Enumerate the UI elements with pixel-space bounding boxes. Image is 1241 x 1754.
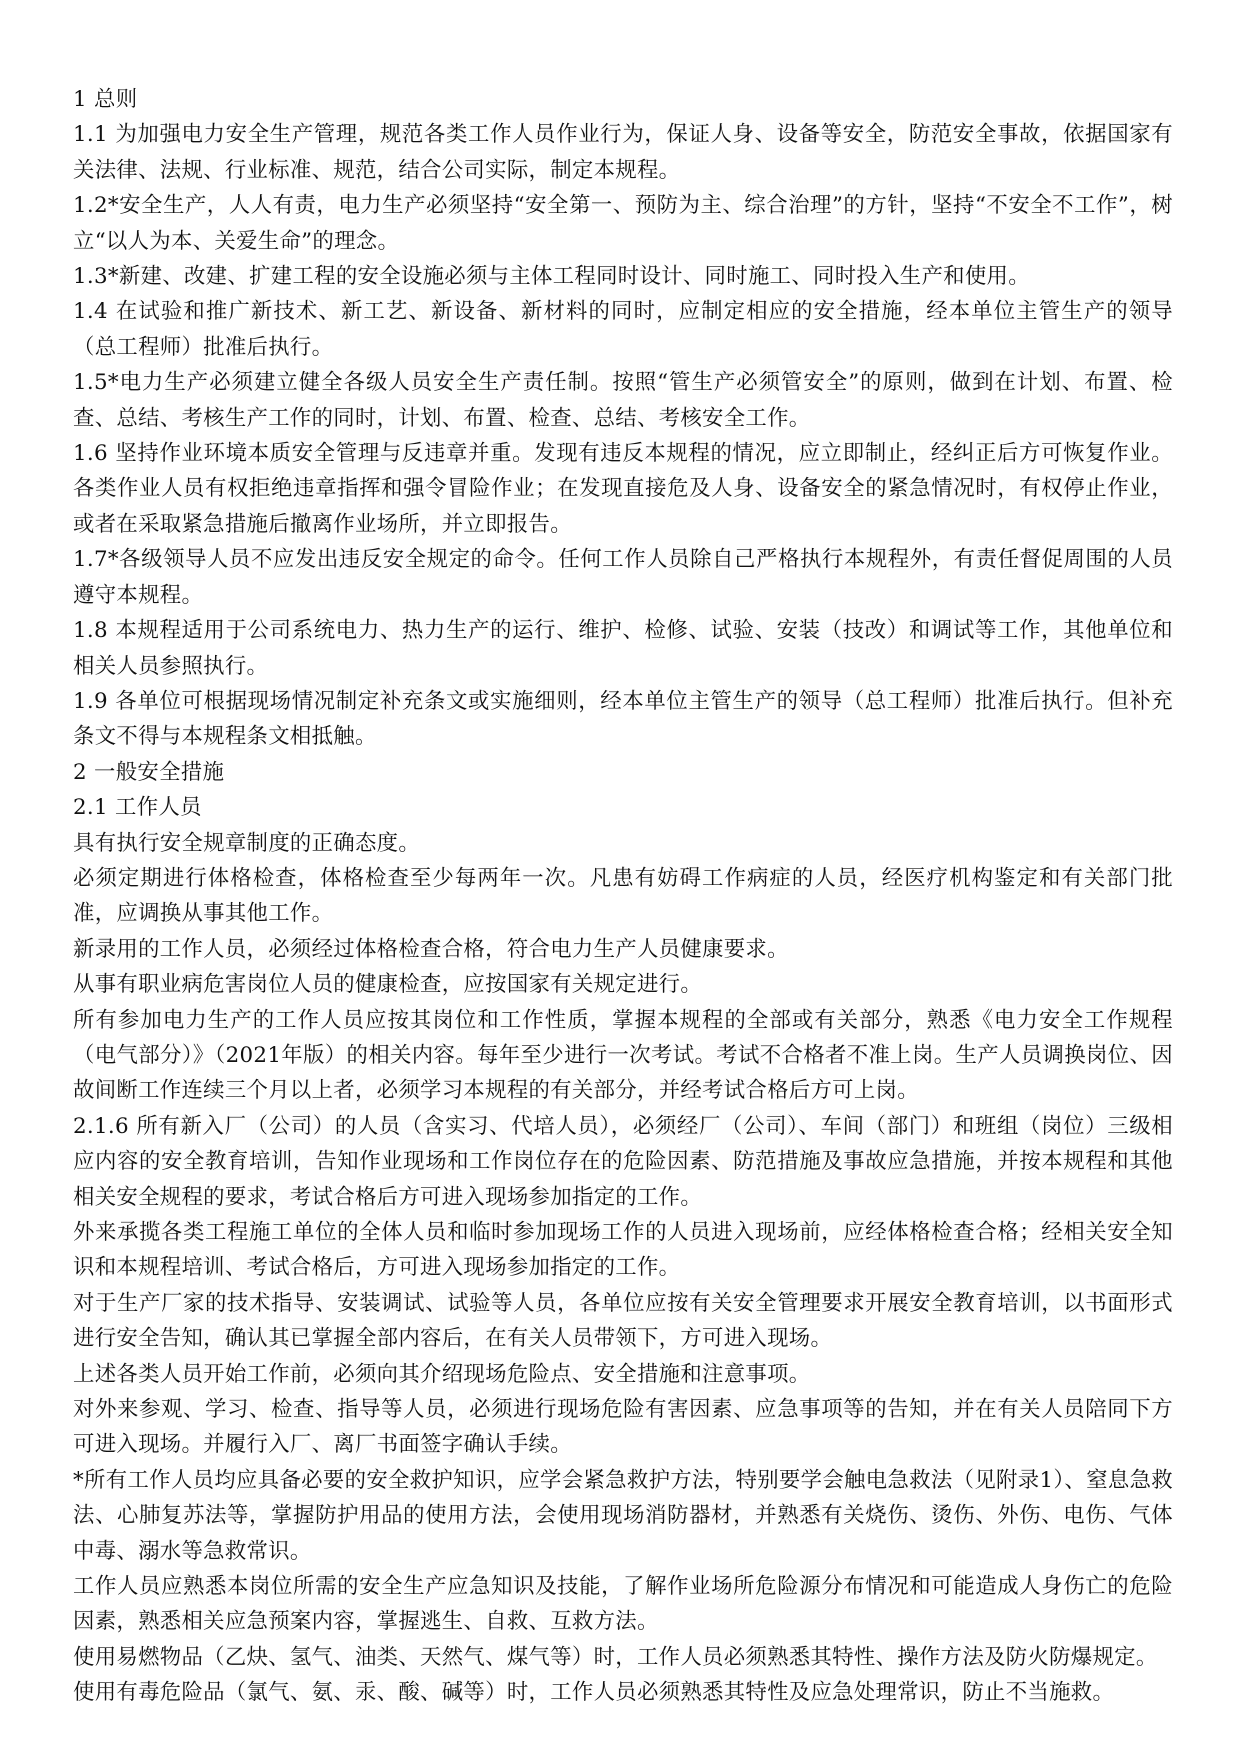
staff-item: 外来承揽各类工程施工单位的全体人员和临时参加现场工作的人员进入现场前，应经体格检查合格；经相关安全知识和本规程培训、考试合格后，方可进入现场参加指定的工作。 bbox=[73, 1220, 1173, 1281]
clause-1-6: 1.6 坚持作业环境本质安全管理与反违章并重。发现有违反本规程的情况，应立即制止，经纠正后方可恢复作业。各类作业人员有权拒绝违章指挥和强令冒险作业；在发现直接危及人身、设备安全的紧急情况时，有权停止作业，或者在采取紧急措施后撤离作业场所，并立即报告。 bbox=[73, 441, 1173, 537]
staff-item: 对外来参观、学习、检查、指导等人员，必须进行现场危险有害因素、应急事项等的告知，并在有关人员陪同下方可进入现场。并履行入厂、离厂书面签字确认手续。 bbox=[73, 1397, 1173, 1458]
staff-item: 新录用的工作人员，必须经过体格检查合格，符合电力生产人员健康要求。 bbox=[73, 936, 789, 962]
staff-item: *所有工作人员均应具备必要的安全救护知识，应学会紧急救护方法，特别要学会触电急救法（见附录1）、窒息急救法、心肺复苏法等，掌握防护用品的使用方法，会使用现场消防器材，并熟悉有关烧伤、烫伤、外伤、电伤、气体中毒、溺水等急救常识。 bbox=[73, 1467, 1173, 1564]
staff-item: 具有执行安全规章制度的正确态度。 bbox=[73, 830, 421, 856]
staff-item: 使用有毒危险品（氯气、氨、汞、酸、碱等）时，工作人员必须熟悉其特性及应急处理常识，防止不当施救。 bbox=[73, 1680, 1115, 1706]
clause-2-1-6: 2.1.6 所有新入厂（公司）的人员（含实习、代培人员），必须经厂（公司）、车间（部门）和班组（岗位）三级相应内容的安全教育培训，告知作业现场和工作岗位存在的危险因素、防范措施及事故应急措施，并按本规程和其他相关安全规程的要求，考试合格后方可进入现场参加指定的工作。 bbox=[73, 1113, 1173, 1210]
staff-item: 所有参加电力生产的工作人员应按其岗位和工作性质，掌握本规程的全部或有关部分，熟悉《电力安全工作规程（电气部分）》（2021年版）的相关内容。每年至少进行一次考试。考试不合格者不准上岗。生产人员调换岗位、因故间断工作连续三个月以上者，必须学习本规程的有关部分，并经考试合格后方可上岗。 bbox=[73, 1007, 1173, 1104]
section-heading-safety-measures: 2 一般安全措施 bbox=[73, 759, 225, 785]
clause-1-8: 1.8 本规程适用于公司系统电力、热力生产的运行、维护、检修、试验、安装（技改）和调试等工作，其他单位和相关人员参照执行。 bbox=[73, 618, 1173, 679]
clause-1-7: 1.7*各级领导人员不应发出违反安全规定的命令。任何工作人员除自己严格执行本规程外，有责任督促周围的人员遵守本规程。 bbox=[73, 547, 1173, 608]
staff-item: 使用易燃物品（乙炔、氢气、油类、天然气、煤气等）时，工作人员必须熟悉其特性、操作方法及防火防爆规定。 bbox=[73, 1644, 1158, 1670]
clause-1-1: 1.1 为加强电力安全生产管理，规范各类工作人员作业行为，保证人身、设备等安全，防范安全事故，依据国家有关法律、法规、行业标准、规范，结合公司实际，制定本规程。 bbox=[73, 122, 1173, 183]
clause-1-4: 1.4 在试验和推广新技术、新工艺、新设备、新材料的同时，应制定相应的安全措施，经本单位主管生产的领导（总工程师）批准后执行。 bbox=[73, 299, 1173, 360]
clause-1-2: 1.2*安全生产，人人有责，电力生产必须坚持“安全第一、预防为主、综合治理”的方针，坚持“不安全不工作”，树立“以人为本、关爱生命”的理念。 bbox=[73, 193, 1173, 254]
staff-item: 必须定期进行体格检查，体格检查至少每两年一次。凡患有妨碍工作病症的人员，经医疗机构鉴定和有关部门批准，应调换从事其他工作。 bbox=[73, 865, 1173, 927]
subsection-heading-staff: 2.1 工作人员 bbox=[73, 795, 202, 821]
document-body bbox=[73, 82, 1173, 1711]
clause-1-3: 1.3*新建、改建、扩建工程的安全设施必须与主体工程同时设计、同时施工、同时投入生产和使用。 bbox=[73, 264, 1030, 290]
section-heading-general: 1 总则 bbox=[73, 87, 138, 112]
clause-1-5: 1.5*电力生产必须建立健全各级人员安全生产责任制。按照“管生产必须管安全”的原则，做到在计划、布置、检查、总结、考核生产工作的同时，计划、布置、检查、总结、考核安全工作。 bbox=[73, 370, 1173, 431]
staff-item: 上述各类人员开始工作前，必须向其介绍现场危险点、安全措施和注意事项。 bbox=[73, 1361, 811, 1387]
staff-item: 工作人员应熟悉本岗位所需的安全生产应急知识及技能，了解作业场所危险源分布情况和可能造成人身伤亡的危险因素，熟悉相关应急预案内容，掌握逃生、自救、互救方法。 bbox=[73, 1574, 1173, 1635]
clause-1-9: 1.9 各单位可根据现场情况制定补充条文或实施细则，经本单位主管生产的领导（总工程师）批准后执行。但补充条文不得与本规程条文相抵触。 bbox=[73, 688, 1173, 750]
staff-item: 对于生产厂家的技术指导、安装调试、试验等人员，各单位应按有关安全管理要求开展安全教育培训，以书面形式进行安全告知，确认其已掌握全部内容后，在有关人员带领下，方可进入现场。 bbox=[73, 1290, 1173, 1352]
staff-item: 从事有职业病危害岗位人员的健康检查，应按国家有关规定进行。 bbox=[73, 972, 703, 998]
